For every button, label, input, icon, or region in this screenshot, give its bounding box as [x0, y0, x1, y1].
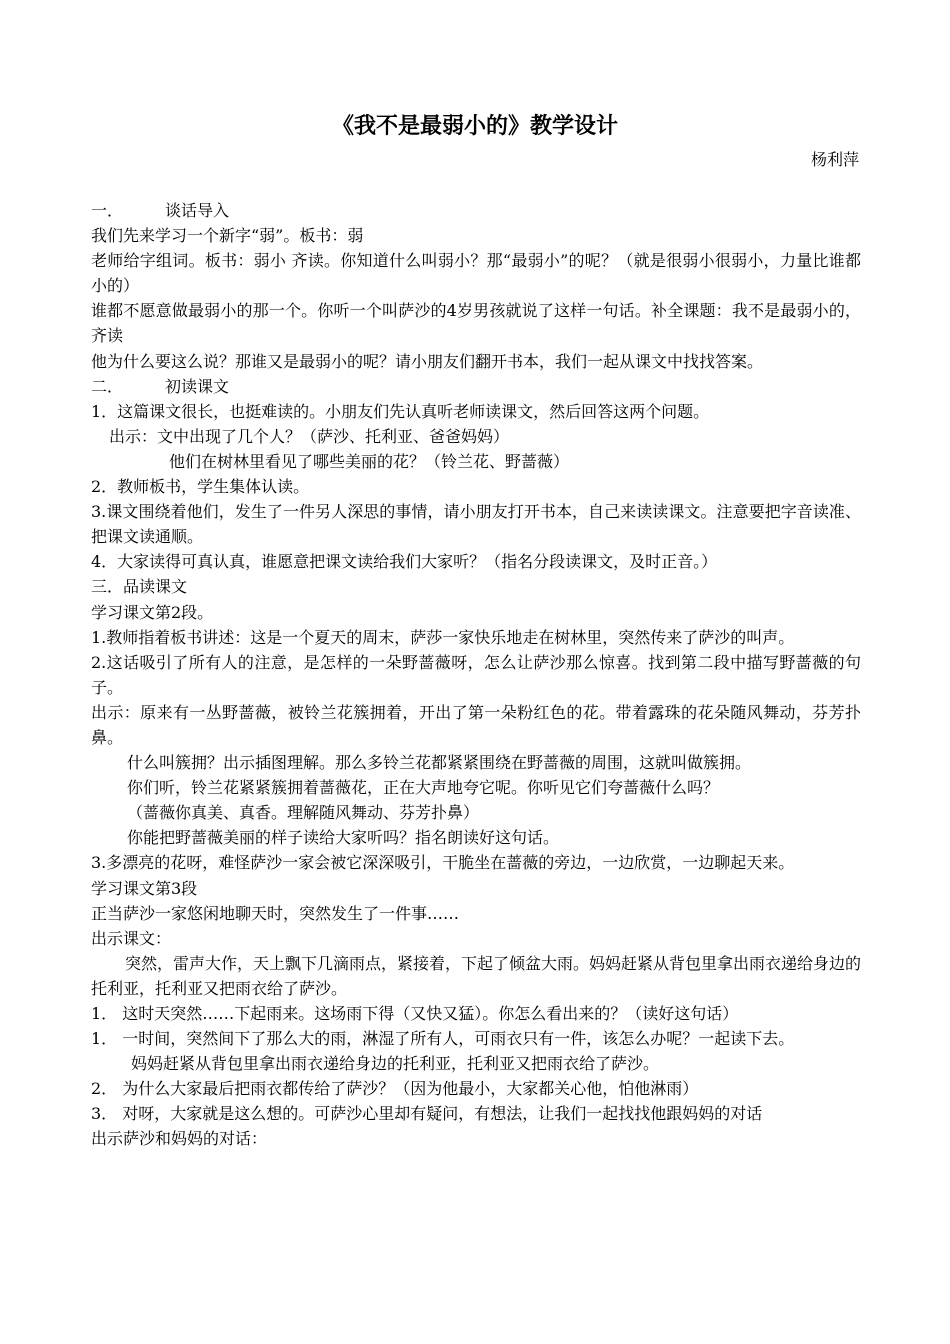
list-item: 3.多漂亮的花呀，难怪萨沙一家会被它深深吸引，干脆坐在蔷薇的旁边，一边欣赏，一边聊起天来。 [91, 853, 795, 873]
section-heading-2 [91, 374, 861, 399]
section-number: 二． [91, 376, 124, 396]
list-item: 1.教师指着板书讲述：这是一个夏天的周末，萨莎一家快乐地走在树林里，突然传来了萨沙的叫声。 [91, 627, 795, 647]
list-item: 2．教师板书，学生集体认读。 [91, 477, 310, 497]
paragraph: 他们在树林里看见了哪些美丽的花？（铃兰花、野蔷薇） [169, 451, 570, 471]
paragraph: 正当萨沙一家悠闲地聊天时，突然发生了一件事…… [91, 903, 460, 923]
list-item: 1．这篇课文很长，也挺难读的。小朋友们先认真听老师读课文，然后回答这两个问题。 [91, 401, 710, 421]
paragraph: 学习课文第2段。 [91, 602, 214, 622]
author-name: 杨利萍 [810, 150, 859, 169]
paragraph: 出示：文中出现了几个人？（萨沙、托利亚、爸爸妈妈） [109, 426, 510, 446]
list-item: 3． 对呀，大家就是这么想的。可萨沙心里却有疑问，有想法，让我们一起找找他跟妈妈的对话 [91, 1104, 763, 1124]
document-title: 《我不是最弱小的》教学设计 [331, 113, 618, 139]
paragraph: （蔷薇你真美、真香。理解随风舞动、芬芳扑鼻） [127, 803, 480, 823]
list-item: 4．大家读得可真认真，谁愿意把课文读给我们大家听？（指名分段读课文，及时正音。） [91, 552, 718, 572]
paragraph: 妈妈赶紧从背包里拿出雨衣递给身边的托利亚，托利亚又把雨衣给了萨沙。 [131, 1054, 660, 1074]
paragraph: 你能把野蔷薇美丽的样子读给大家听吗？指名朗读好这句话。 [127, 828, 560, 848]
section-heading-1 [91, 198, 861, 223]
paragraph: 老师给字组词。板书：弱小 齐读。你知道什么叫弱小？那“最弱小”的呢？（就是很弱小很弱小，力量比谁都小的） [91, 251, 861, 296]
paragraph: 什么叫簇拥？出示插图理解。那么多铃兰花都紧紧围绕在野蔷薇的周围，这就叫做簇拥。 [127, 753, 752, 773]
section-title: 谈话导入 [165, 201, 230, 220]
list-item: 3.课文围绕着他们，发生了一件另人深思的事情，请小朋友打开书本，自己来读读课文。注意要把字音读准、把课文读通顺。 [91, 502, 861, 547]
list-item: 1． 这时天突然……下起雨来。这场雨下得（又快又猛）。你怎么看出来的？（读好这句话） [91, 1004, 739, 1023]
list-item: 1． 一时间，突然间下了那么大的雨，淋湿了所有人，可雨衣只有一件，该怎么办呢？一起读下去。 [91, 1029, 795, 1049]
paragraph: 出示课文： [91, 928, 172, 948]
section-title: 初读课文 [165, 376, 230, 396]
paragraph: 你们听，铃兰花紧紧簇拥着蔷薇花，正在大声地夸它呢。你听见它们夸蔷薇什么吗？ [127, 778, 720, 798]
paragraph: 学习课文第3段 [91, 878, 198, 898]
paragraph: 他为什么要这么说？那谁又是最弱小的呢？请小朋友们翻开书本，我们一起从课文中找找答案。 [91, 351, 764, 371]
paragraph: 出示萨沙和妈妈的对话： [91, 1129, 268, 1149]
paragraph: 我们先来学习一个新字“弱”。板书：弱 [91, 226, 364, 246]
document-body [91, 198, 861, 1152]
section-heading-3: 三．品读课文 [91, 577, 188, 597]
quoted-text: 突然，雷声大作，天上飘下几滴雨点，紧接着，下起了倾盆大雨。妈妈赶紧从背包里拿出雨衣递给身边的托利亚，托利亚又把雨衣给了萨沙。 [91, 953, 862, 998]
list-item: 2． 为什么大家最后把雨衣都传给了萨沙？（因为他最小，大家都关心他，怕他淋雨） [91, 1079, 699, 1099]
paragraph: 出示：原来有一丛野蔷薇，被铃兰花簇拥着，开出了第一朵粉红色的花。带着露珠的花朵随风舞动，芬芳扑鼻。 [91, 702, 861, 747]
section-number: 一． [91, 201, 124, 220]
list-item: 2.这话吸引了所有人的注意，是怎样的一朵野蔷薇呀，怎么让萨沙那么惊喜。找到第二段中描写野蔷薇的句子。 [91, 652, 861, 697]
paragraph: 谁都不愿意做最弱小的那一个。你听一个叫萨沙的4岁男孩就说了这样一句话。补全课题：我不是最弱小的，齐读 [91, 301, 861, 346]
